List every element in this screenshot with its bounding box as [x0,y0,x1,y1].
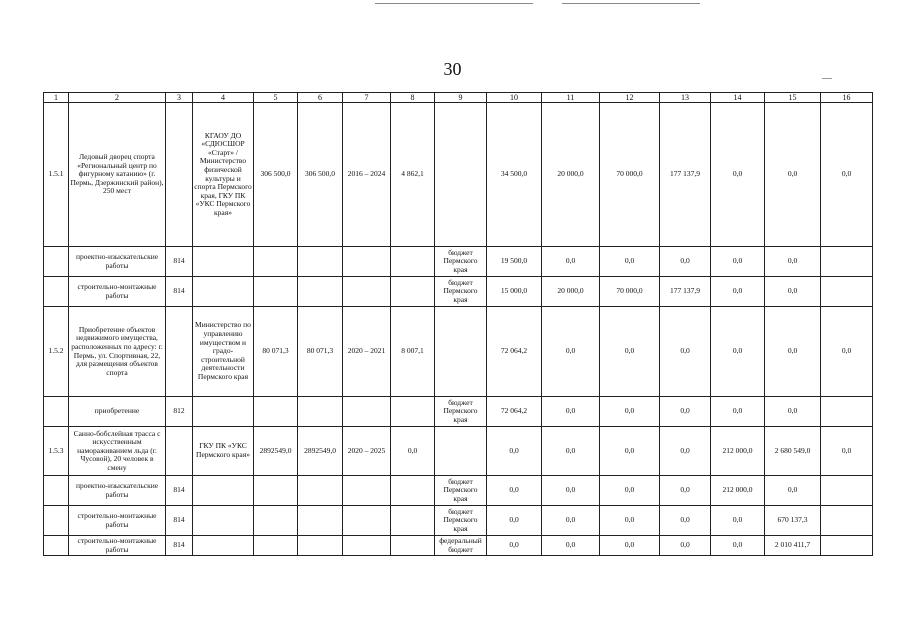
table-cell: 0,0 [660,397,711,427]
col-header: 14 [711,93,765,103]
table-cell: строительно-монтажные работы [69,277,166,307]
table-cell: бюджет Пермского края [435,506,487,536]
table-cell: КГАОУ ДО «СДЮСШОР «Старт» / Министерство физической культуры и спорта Пермского края, ГКУ ПК «УКС Пермского края» [193,103,254,247]
col-header: 6 [298,93,343,103]
table-cell: 0,0 [542,476,600,506]
table-cell [391,397,435,427]
table-cell [254,397,298,427]
table-cell: 1.5.3 [44,427,69,476]
table-cell [343,476,391,506]
table-cell [166,427,193,476]
table-cell [343,397,391,427]
table-row [44,247,873,277]
col-header: 1 [44,93,69,103]
table-cell [821,536,873,556]
table-cell: 212 000,0 [711,427,765,476]
table-cell [166,307,193,397]
table-cell: 0,0 [765,476,821,506]
table-cell: Ледовый дворец спорта «Региональный центр по фигурному катанию» (г. Пермь, Дзержинский район), 250 мест [69,103,166,247]
table-cell: 0,0 [711,277,765,307]
table-row [44,307,873,397]
table-cell: 0,0 [542,247,600,277]
table-cell: бюджет Пермского края [435,397,487,427]
table-cell [193,476,254,506]
table-cell: 812 [166,397,193,427]
table-cell [44,476,69,506]
table-cell [298,397,343,427]
table-cell: 72 064,2 [487,307,542,397]
table-cell: 0,0 [600,427,660,476]
table-cell [821,247,873,277]
table-cell [254,506,298,536]
table-cell: 0,0 [821,307,873,397]
top-rule-left [375,3,533,4]
table-cell: 2020 – 2021 [343,307,391,397]
table-cell [254,247,298,277]
table-cell: 0,0 [765,277,821,307]
table-cell: 80 071,3 [298,307,343,397]
table-cell: 177 137,9 [660,277,711,307]
table-cell: 0,0 [765,307,821,397]
table-cell: 0,0 [600,397,660,427]
table-row [44,476,873,506]
table-cell [44,397,69,427]
col-header: 2 [69,93,166,103]
table-cell: строительно-монтажные работы [69,536,166,556]
table-cell: 0,0 [487,427,542,476]
table-cell [343,536,391,556]
col-header: 4 [193,93,254,103]
table-cell: 814 [166,476,193,506]
table-row [44,397,873,427]
table-cell: 4 862,1 [391,103,435,247]
table-cell [821,277,873,307]
table-cell: 72 064,2 [487,397,542,427]
table-cell [343,247,391,277]
col-header: 13 [660,93,711,103]
table-cell [166,103,193,247]
table-cell [44,536,69,556]
table-cell: 814 [166,506,193,536]
table-cell: 1.5.1 [44,103,69,247]
table-cell: 0,0 [600,307,660,397]
table-cell: 70 000,0 [600,277,660,307]
header-row [44,93,873,103]
table-cell: 0,0 [487,536,542,556]
table-cell: 0,0 [765,103,821,247]
table-cell [821,506,873,536]
table-row [44,103,873,247]
table-cell: 0,0 [660,307,711,397]
table-cell: 0,0 [821,427,873,476]
table-cell: 8 007,1 [391,307,435,397]
table-cell: 70 000,0 [600,103,660,247]
table-cell [193,277,254,307]
table-row [44,506,873,536]
table-cell: 0,0 [391,427,435,476]
col-header: 9 [435,93,487,103]
table-cell [44,506,69,536]
table-cell: 0,0 [600,476,660,506]
table-cell: 2 680 549,0 [765,427,821,476]
table-cell: 0,0 [660,247,711,277]
table-cell: 2892549,0 [254,427,298,476]
table-cell: 814 [166,247,193,277]
table-cell: 0,0 [765,247,821,277]
table-cell: Приобретение объектов недвижимого имущества, расположенных по адресу: г. Пермь, ул. Спортивная, 22, для размещения объектов спорта [69,307,166,397]
col-header: 8 [391,93,435,103]
table-cell: 0,0 [711,307,765,397]
table-cell: 0,0 [542,506,600,536]
col-header: 5 [254,93,298,103]
table-cell: 0,0 [711,397,765,427]
table-cell: 0,0 [821,103,873,247]
table-cell: 0,0 [711,103,765,247]
table-row [44,536,873,556]
table-cell: проектно-изыскательские работы [69,476,166,506]
table-cell [193,536,254,556]
table-cell: 177 137,9 [660,103,711,247]
budget-table [43,92,873,556]
table-cell [254,277,298,307]
table-cell [193,247,254,277]
table-cell: 0,0 [711,506,765,536]
col-header: 12 [600,93,660,103]
table-cell: 19 500,0 [487,247,542,277]
table-cell: 0,0 [600,247,660,277]
table-cell [44,277,69,307]
table-cell [821,397,873,427]
table-cell: бюджет Пермского края [435,247,487,277]
table-cell: 0,0 [600,506,660,536]
table-cell [193,397,254,427]
table-cell: Санно-бобслейная трасса с искусственным намораживанием льда (г. Чусовой), 20 человек в смену [69,427,166,476]
table-cell: 0,0 [600,536,660,556]
table-cell: проектно-изыскательские работы [69,247,166,277]
table-cell [343,506,391,536]
col-header: 3 [166,93,193,103]
table-cell: 2016 – 2024 [343,103,391,247]
table-cell: 0,0 [542,307,600,397]
table-cell [343,277,391,307]
table-cell [391,476,435,506]
table-cell [193,506,254,536]
table-cell: 0,0 [711,247,765,277]
table-cell: 0,0 [542,427,600,476]
table-cell: 0,0 [660,506,711,536]
table-cell: 20 000,0 [542,103,600,247]
table-cell [391,247,435,277]
table-cell [254,536,298,556]
col-header: 7 [343,93,391,103]
table-cell: 34 500,0 [487,103,542,247]
table-row [44,427,873,476]
table-cell [391,536,435,556]
table-cell: федеральный бюджет [435,536,487,556]
table-cell: 0,0 [487,506,542,536]
table-cell [254,476,298,506]
table-cell: 80 071,3 [254,307,298,397]
top-rule-right [562,3,700,4]
table-cell: 0,0 [542,536,600,556]
col-header: 16 [821,93,873,103]
table-cell: 15 000,0 [487,277,542,307]
table-cell [435,427,487,476]
table-cell: бюджет Пермского края [435,277,487,307]
table-cell [821,476,873,506]
table-cell: строительно-монтажные работы [69,506,166,536]
table-cell [298,277,343,307]
table-row [44,277,873,307]
table-cell: 0,0 [711,536,765,556]
table-cell: 0,0 [487,476,542,506]
col-header: 10 [487,93,542,103]
table-cell: 306 500,0 [298,103,343,247]
table-cell: 814 [166,277,193,307]
table-cell: 2892549,0 [298,427,343,476]
table-cell [298,476,343,506]
table-cell: 0,0 [660,427,711,476]
table-cell: 0,0 [660,476,711,506]
table-cell: 306 500,0 [254,103,298,247]
table-cell: 20 000,0 [542,277,600,307]
table-cell [298,247,343,277]
table-cell: 814 [166,536,193,556]
col-header: 15 [765,93,821,103]
table-cell: 2020 – 2025 [343,427,391,476]
table-cell: 1.5.2 [44,307,69,397]
table-cell: Министерство по управлению имуществом и градо-строительной деятельности Пермского края [193,307,254,397]
table-cell [435,103,487,247]
page-number: 30 [443,59,462,79]
table-cell: приобретение [69,397,166,427]
table-cell: бюджет Пермского края [435,476,487,506]
table-cell [391,277,435,307]
table-cell [391,506,435,536]
table-cell: 0,0 [660,536,711,556]
table-cell: 2 010 411,7 [765,536,821,556]
table-cell: 670 137,3 [765,506,821,536]
table-cell [435,307,487,397]
col-header: 11 [542,93,600,103]
table-cell: 212 000,0 [711,476,765,506]
table-cell [298,506,343,536]
table-cell: 0,0 [542,397,600,427]
table-cell [44,247,69,277]
table-cell [298,536,343,556]
margin-mark [822,78,832,79]
table-cell: 0,0 [765,397,821,427]
table-cell: ГКУ ПК «УКС Пермского края» [193,427,254,476]
